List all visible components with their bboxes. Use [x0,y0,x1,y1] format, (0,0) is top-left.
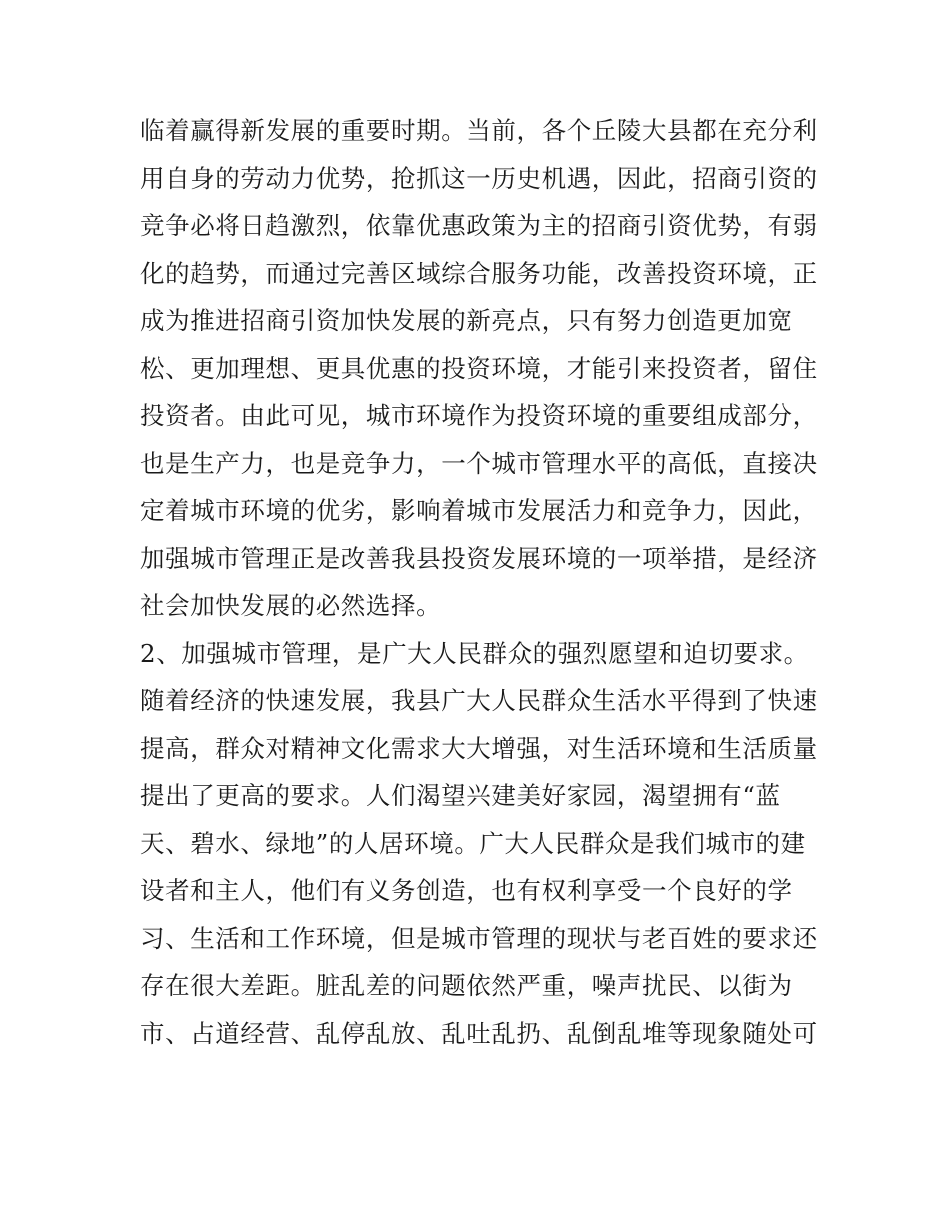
text-line: 存在很大差距。脏乱差的问题依然严重，噪声扰民、以街为 [140,971,793,1000]
text-line: 化的趋势，而通过完善区域综合服务功能，改善投资环境，正 [140,258,818,288]
text-line: 用自身的劳动力优势，抢抓这一历史机遇，因此，招商引资的 [140,163,818,193]
text-line: 也是生产力，也是竞争力，一个城市管理水平的高低，直接决 [140,448,818,478]
text-line: 天、碧水、绿地”的人居环境。广大人民群众是我们城市的建 [140,828,806,858]
text-line: 松、更加理想、更具优惠的投资环境，才能引来投资者，留住 [140,353,818,383]
body-text [140,107,820,1057]
text-line: 社会加快发展的必然选择。 [140,591,442,620]
text-line: 加强城市管理正是改善我县投资发展环境的一项举措，是经济 [140,543,818,573]
text-line: 随着经济的快速发展，我县广大人民群众生活水平得到了快速 [140,686,818,715]
text-line: 临着赢得新发展的重要时期。当前，各个丘陵大县都在充分利 [140,116,818,145]
section-heading-line: 2、加强城市管理，是广大人民群众的强烈愿望和迫切要求。 [140,638,809,668]
text-line: 定着城市环境的优劣，影响着城市发展活力和竞争力，因此， [140,496,818,525]
text-line: 投资者。由此可见，城市环境作为投资环境的重要组成部分， [140,401,818,430]
text-line: 习、生活和工作环境，但是城市管理的现状与老百姓的要求还 [140,923,818,953]
text-line: 成为推进招商引资加快发展的新亮点，只有努力创造更加宽 [140,306,793,335]
text-line: 竞争必将日趋激烈，依靠优惠政策为主的招商引资优势，有弱 [140,211,818,240]
text-line: 提出了更高的要求。人们渴望兴建美好家园，渴望拥有“蓝 [140,781,781,810]
text-line: 设者和主人，他们有义务创造，也有权利享受一个良好的学 [140,876,793,905]
text-line: 提高，群众对精神文化需求大大增强，对生活环境和生活质量 [140,733,818,763]
text-line: 市、占道经营、乱停乱放、乱吐乱扔、乱倒乱堆等现象随处可 [140,1018,818,1048]
